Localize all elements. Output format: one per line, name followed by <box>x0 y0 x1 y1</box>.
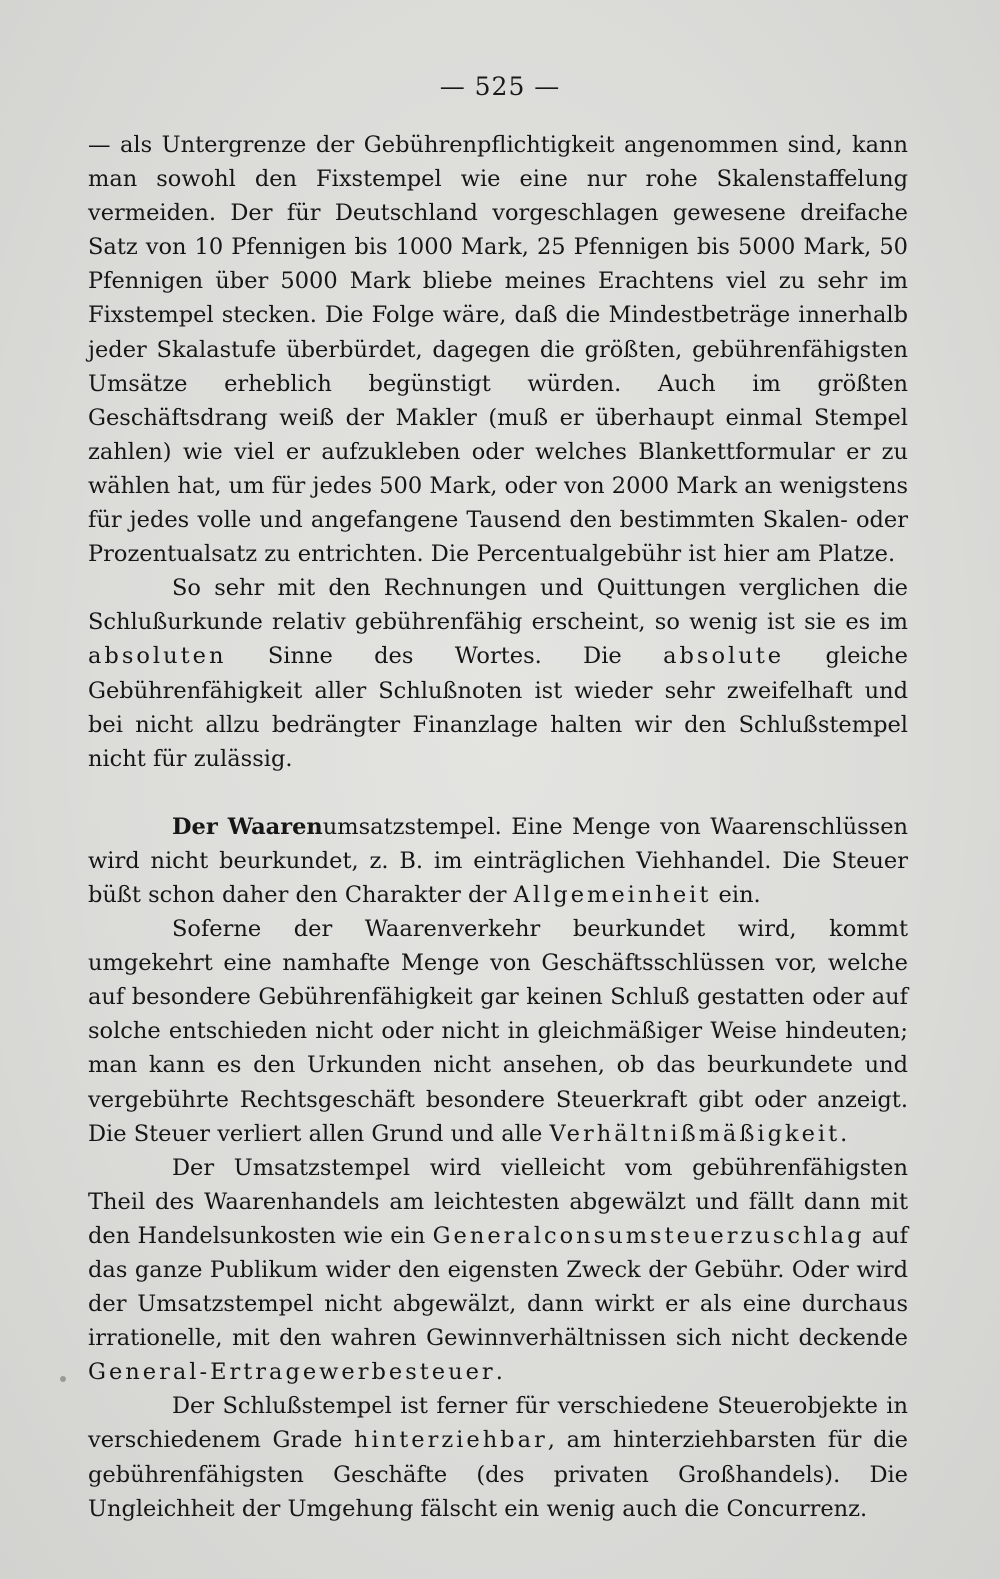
paragraph-5 <box>88 1151 908 1390</box>
paragraph-text: gleiche Gebührenfähigkeit aller Schlußnoten ist wieder sehr zweifelhaft und bei nicht allzu bedrängter Finanzlage halten wir den Schlußstempel nicht für zulässig. <box>88 643 908 772</box>
paragraph-text: auf das ganze Publikum wider den eigensten Zweck der Gebühr. Oder wird der Umsatzstempel nicht abgewälzt, dann wirkt er als eine durchaus irrationelle, mit den wahren Gewinnverhältnissen sich nicht deckende <box>88 1222 908 1352</box>
page-number: — 525 — <box>439 72 561 101</box>
emphasized-text: absoluten <box>88 643 227 670</box>
paper-speck <box>60 1376 66 1382</box>
paragraph-text: So sehr mit den Rechnungen und Quittungen verglichen die Schlußurkunde relativ gebührenfähig erscheint, so wenig ist sie es im <box>88 575 908 636</box>
paragraph-4 <box>88 912 908 1151</box>
emphasized-text: Generalconsumsteuerzuschlag <box>432 1222 865 1249</box>
paragraph-text: Der Schlußstempel ist ferner für verschiedene Steuerobjekte in verschiedenem Grade <box>88 1393 908 1454</box>
paragraph-text: ein. <box>711 881 761 908</box>
paragraph-text: . <box>495 1359 503 1386</box>
emphasized-text: hinterziehbar <box>354 1427 548 1454</box>
paragraph-2 <box>88 571 908 776</box>
paragraph-text: Sinne des Wortes. Die <box>226 643 664 670</box>
paragraph-text: — als Untergrenze der Gebührenpflichtigkeit angenommen sind, kann man sowohl den Fixstempel wie eine nur rohe Skalenstaffelung vermeiden. Der für Deutschland vorgeschlagen gewesene dreifache Satz von 10 Pfennigen bis 1000 Mark, 25 Pfennigen bis 5000 Mark, 50 Pfennigen über 5000 Mark bliebe meines Erachtens viel zu sehr im Fixstempel stecken. Die Folge wäre, daß die Mindestbeträge innerhalb jeder Skalastufe überbürdet, dagegen die größten, gebührenfähigsten Umsätze erheblich begünstigt würden. Auch im größten Geschäftsdrang weiß der Makler (muß er überhaupt einmal Stempel zahlen) wie viel er aufzukleben oder welches Blankettformular er zu wählen hat, um für jedes 500 Mark, oder von 2000 Mark an wenigstens für jedes volle und angefangene Tausend den bestimmten Skalen- oder Prozentualsatz zu entrichten. Die Percentualgebühr ist hier am Platze. <box>88 132 908 568</box>
emphasized-text: absolute <box>663 643 785 670</box>
paragraph-text: Der Umsatzstempel wird vielleicht vom gebührenfähigsten Theil des Waarenhandels am leichtesten abgewälzt und fällt dann mit den Handelsunkosten wie ein <box>88 1154 908 1249</box>
section-gap <box>88 776 908 810</box>
paragraph-1 <box>88 128 908 571</box>
emphasized-text: Allgemeinheit <box>513 881 712 908</box>
paragraph-3 <box>88 810 908 912</box>
body-text <box>88 128 908 1526</box>
emphasized-text: General-Ertragewerbesteuer <box>88 1359 496 1386</box>
paragraph-text: Soferne der Waarenverkehr beurkundet wird, kommt umgekehrt eine namhafte Menge von Geschäftsschlüssen vor, welche auf besondere Gebührenfähigkeit gar keinen Schluß gestatten oder auf solche entschieden nicht oder nicht in gleichmäßiger Weise hindeuten; man kann es den Urkunden nicht ansehen, ob das beurkundete und vergebührte Rechtsgeschäft besondere Steuerkraft gibt oder anzeigt. Die Steuer verliert allen Grund und alle <box>88 916 908 1147</box>
paragraph-text: umsatzstempel. Eine Menge von Waarenschlüssen wird nicht beurkundet, z. B. im einträglichen Viehhandel. Die Steuer büßt schon daher den Charakter der <box>88 813 909 908</box>
paragraph-text: . <box>840 1120 848 1147</box>
emphasized-text: Verhältnißmäßigkeit <box>549 1120 841 1147</box>
paragraph-text: , am hinterziehbarsten für die gebührenfähigsten Geschäfte (des privaten Großhandels). Die Ungleichheit der Umgehung fälscht ein wenig auch die Concurrenz. <box>88 1427 908 1522</box>
paragraph-6 <box>88 1389 908 1525</box>
section-heading: Der Waaren <box>172 813 323 840</box>
